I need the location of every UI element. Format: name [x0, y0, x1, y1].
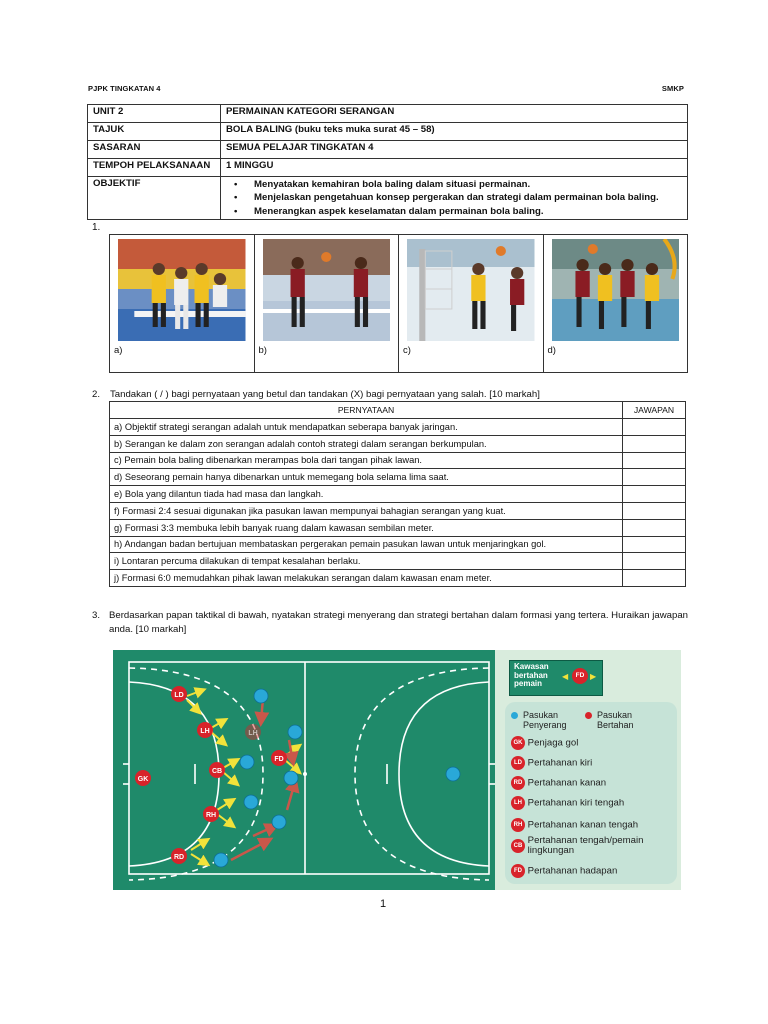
statement-text: e) Bola yang dilantun tiada had masa dan langkah.	[110, 486, 623, 503]
info-row	[88, 141, 688, 159]
position-label: lingkungan	[527, 845, 575, 856]
statement-text: g) Formasi 3:3 membuka lebih banyak ruang dalam kawasan sembilan meter.	[110, 519, 623, 536]
info-row-objektif	[88, 177, 688, 220]
info-value: BOLA BALING (buku teks muka surat 45 – 58)	[221, 123, 688, 141]
photo-grid	[109, 234, 688, 373]
position-badge-icon: LH	[511, 796, 525, 810]
position-label-multiline	[528, 836, 644, 856]
question-3-text: Berdasarkan papan taktikal di bawah, nyatakan strategi menyerang dan strategi bertahan dalam formasi yang tertera. Huraikan jawapan anda. [10 markah]	[109, 610, 688, 635]
position-label: Pertahanan kanan tengah	[527, 819, 639, 831]
attacker-player	[254, 689, 268, 703]
legend-position-item	[511, 736, 578, 750]
photo-label: a)	[114, 345, 123, 356]
position-label: Pertahanan tengah/pemain	[527, 835, 644, 846]
legend-position-item	[511, 796, 624, 810]
svg-text:RH: RH	[205, 812, 217, 819]
legend-attackers	[511, 710, 567, 730]
statement-row	[110, 486, 686, 503]
position-badge-icon: CB	[511, 839, 525, 853]
col-statement-header: PERNYATAAN	[110, 402, 623, 419]
answer-cell[interactable]	[623, 570, 686, 587]
objective-item: • Menyatakan kemahiran bola baling dalam situasi permainan.	[254, 178, 682, 191]
statement-row	[110, 553, 686, 570]
statement-text: a) Objektif strategi serangan adalah untuk mendapatkan seberapa banyak jaringan.	[110, 419, 623, 436]
statement-row	[110, 519, 686, 536]
statement-text: h) Andangan badan bertujuan membataskan pergerakan pemain pasukan lawan untuk menjaringkan gol.	[110, 536, 623, 553]
question-2-number: 2.	[92, 389, 101, 400]
question-2-text: Tandakan ( / ) bagi pernyataan yang betul dan tandakan (X) bagi pernyataan yang salah. [10 markah]	[110, 389, 540, 400]
photo-a	[118, 239, 246, 341]
arrow-icon: ◀	[562, 672, 569, 681]
legend-position-item	[511, 818, 638, 832]
attacker-player	[446, 767, 460, 781]
attacker-player	[288, 725, 302, 739]
objective-list	[226, 178, 682, 218]
info-key: SASARAN	[88, 141, 221, 159]
photo-c	[407, 239, 535, 341]
header-left: PJPK TINGKATAN 4	[88, 84, 161, 93]
statement-row	[110, 452, 686, 469]
position-badge-icon: RD	[511, 776, 525, 790]
legend-position-item	[511, 756, 592, 770]
info-value: PERMAINAN KATEGORI SERANGAN	[221, 105, 688, 123]
legend-zone-line: pemain	[514, 679, 543, 688]
unit-info-table	[87, 104, 688, 220]
answer-cell[interactable]	[623, 435, 686, 452]
svg-text:LD: LD	[174, 692, 184, 699]
answer-cell[interactable]	[623, 553, 686, 570]
arrow-icon: ▶	[590, 672, 597, 681]
position-label: Pertahanan kiri	[527, 757, 593, 769]
svg-text:GK: GK	[137, 776, 149, 783]
statement-text: b) Serangan ke dalam zon serangan adalah contoh strategi dalam serangan berkumpulan.	[110, 435, 623, 452]
info-value: 1 MINGGU	[221, 159, 688, 177]
answer-cell[interactable]	[623, 519, 686, 536]
position-label: Penjaga gol	[527, 737, 579, 749]
answer-cell[interactable]	[623, 502, 686, 519]
attacker-player	[240, 755, 254, 769]
question-3	[92, 609, 688, 637]
legend-attackers-line: Penyerang	[523, 720, 567, 730]
statement-text: i) Lontaran percuma dilakukan di tempat kesalahan berlaku.	[110, 553, 623, 570]
answer-cell[interactable]	[623, 469, 686, 486]
legend-defenders-line: Bertahan	[597, 720, 634, 730]
photo-cell-b	[255, 235, 400, 372]
statement-text: c) Pemain bola baling dibenarkan merampas bola dari tangan pihak lawan.	[110, 452, 623, 469]
photo-label: c)	[403, 345, 411, 356]
attacker-player	[272, 815, 286, 829]
photo-label: b)	[258, 345, 267, 356]
position-label: Pertahanan kanan	[527, 777, 607, 789]
objective-item: • Menjelaskan pengetahuan konsep pergerakan dan strategi dalam permainan bola baling.	[254, 191, 682, 204]
info-key: TAJUK	[88, 123, 221, 141]
attacker-player	[244, 795, 258, 809]
statement-text: f) Formasi 2:4 sesuai digunakan jika pasukan lawan mempunyai bahagian serangan yang kuat.	[110, 502, 623, 519]
statement-row	[110, 419, 686, 436]
photo-cell-c	[399, 235, 544, 372]
legend-zone-line: Kawasan	[514, 662, 549, 671]
legend-zone-box	[509, 660, 603, 696]
legend-defenders-line: Pasukan	[597, 710, 633, 720]
legend-zone-text	[514, 663, 549, 689]
answer-cell[interactable]	[623, 536, 686, 553]
statement-row	[110, 469, 686, 486]
answer-cell[interactable]	[623, 486, 686, 503]
position-label: Pertahanan kiri tengah	[527, 797, 625, 809]
info-key: UNIT 2	[88, 105, 221, 123]
attacker-dot-icon	[511, 712, 518, 719]
info-value: SEMUA PELAJAR TINGKATAN 4	[221, 141, 688, 159]
objective-item: • Menerangkan aspek keselamatan dalam permainan bola baling.	[254, 205, 682, 218]
position-badge-icon: LD	[511, 756, 525, 770]
objective-list-cell	[221, 177, 688, 220]
statement-row	[110, 570, 686, 587]
question-3-number: 3.	[92, 610, 101, 621]
position-badge-icon: GK	[511, 736, 525, 750]
statement-table	[109, 401, 686, 587]
info-key: TEMPOH PELAKSANAAN	[88, 159, 221, 177]
svg-text:CB: CB	[211, 768, 223, 775]
question-1-number: 1.	[92, 222, 101, 233]
photo-cell-a	[110, 235, 255, 372]
position-badge-icon: RH	[511, 818, 525, 832]
svg-text:LH: LH	[200, 728, 210, 735]
legend-zone-line: bertahan	[514, 670, 548, 680]
legend-position-item	[511, 836, 643, 856]
attacker-player	[284, 771, 298, 785]
photo-b	[263, 239, 391, 341]
statement-text: j) Formasi 6:0 memudahkan pihak lawan melakukan serangan dalam kawasan enam meter.	[110, 570, 623, 587]
legend-position-item	[511, 776, 606, 790]
question-2	[92, 389, 540, 400]
page-number: 1	[380, 898, 387, 910]
legend-panel	[505, 660, 677, 886]
svg-text:RD: RD	[173, 854, 185, 861]
statement-text: d) Seseorang pemain hanya dibenarkan untuk memegang bola selama lima saat.	[110, 469, 623, 486]
info-row	[88, 105, 688, 123]
statement-row	[110, 435, 686, 452]
legend-attackers-line: Pasukan	[523, 710, 559, 720]
col-answer-header: JAWAPAN	[623, 402, 686, 419]
header-right: SMKP	[661, 84, 684, 93]
answer-cell[interactable]	[623, 452, 686, 469]
info-row	[88, 123, 688, 141]
position-label: Pertahanan hadapan	[527, 865, 618, 877]
photo-d	[552, 239, 680, 341]
info-key: OBJEKTIF	[88, 177, 221, 220]
statement-row	[110, 536, 686, 553]
attacker-player	[214, 853, 228, 867]
svg-text:FD: FD	[274, 756, 284, 763]
tactical-board	[113, 650, 681, 890]
legend-zone-badge: FD	[572, 668, 588, 684]
info-row	[88, 159, 688, 177]
photo-label: d)	[547, 345, 556, 356]
legend-position-item	[511, 864, 617, 878]
legend-positions-box	[505, 702, 677, 884]
defender-dot-icon	[585, 712, 592, 719]
svg-text:LH: LH	[248, 730, 258, 737]
photo-cell-d	[544, 235, 688, 372]
statement-header-row	[110, 402, 686, 419]
statement-row	[110, 502, 686, 519]
legend-defenders	[585, 710, 634, 730]
answer-cell[interactable]	[623, 419, 686, 436]
position-badge-icon: FD	[511, 864, 525, 878]
